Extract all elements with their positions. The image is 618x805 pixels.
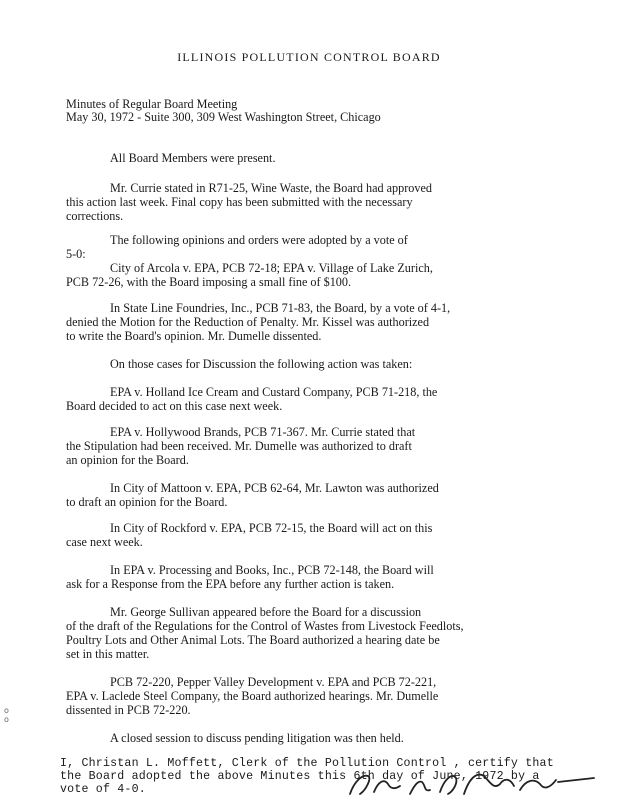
handwritten-signature-icon bbox=[344, 764, 604, 800]
para-hollywood-line-1: EPA v. Hollywood Brands, PCB 71-367. Mr. Currie stated that bbox=[110, 425, 416, 439]
para-r71-line-3: corrections. bbox=[66, 209, 124, 223]
margin-marks bbox=[4, 706, 9, 724]
para-processing-line-1: In EPA v. Processing and Books, Inc., PCB 72-148, the Board will bbox=[110, 563, 434, 577]
para-hollywood-line-2: the Stipulation had been received. Mr. Dumelle was authorized to draft bbox=[66, 439, 412, 453]
para-opinions-line-1: The following opinions and orders were adopted by a vote of bbox=[110, 233, 408, 247]
margin-mark: o bbox=[4, 715, 9, 724]
header-line-1: Minutes of Regular Board Meeting bbox=[66, 97, 238, 111]
para-stateline-line-1: In State Line Foundries, Inc., PCB 71-83, the Board, by a vote of 4-1, bbox=[110, 301, 451, 315]
para-rockford-line-1: In City of Rockford v. EPA, PCB 72-15, the Board will act on this bbox=[110, 521, 433, 535]
para-pepper-line-1: PCB 72-220, Pepper Valley Development v. EPA and PCB 72-221, bbox=[110, 675, 437, 689]
para-mattoon-line-2: to draft an opinion for the Board. bbox=[66, 495, 228, 509]
para-pepper-line-3: dissented in PCB 72-220. bbox=[66, 703, 191, 717]
para-present: All Board Members were present. bbox=[110, 151, 276, 165]
para-rockford-line-2: case next week. bbox=[66, 535, 143, 549]
para-r71-line-1: Mr. Currie stated in R71-25, Wine Waste, the Board had approved bbox=[110, 181, 432, 195]
margin-mark: o bbox=[4, 706, 9, 715]
para-sullivan-line-1: Mr. George Sullivan appeared before the Board for a discussion bbox=[110, 605, 422, 619]
certification-line-1: I, Christan L. Moffett, Clerk of the Pollution Control , certify that bbox=[60, 757, 554, 770]
para-closed-session: A closed session to discuss pending litigation was then held. bbox=[110, 731, 404, 745]
para-arcola-line-1: City of Arcola v. EPA, PCB 72-18; EPA v. Village of Lake Zurich, bbox=[110, 261, 433, 275]
certification-line-3: vote of 4-0. bbox=[60, 783, 146, 796]
header-line-2: May 30, 1972 - Suite 300, 309 West Washington Street, Chicago bbox=[66, 110, 381, 124]
document-title: ILLINOIS POLLUTION CONTROL BOARD bbox=[177, 50, 441, 64]
para-holland-line-1: EPA v. Holland Ice Cream and Custard Company, PCB 71-218, the bbox=[110, 385, 438, 399]
para-sullivan-line-3: Poultry Lots and Other Animal Lots. The Board authorized a hearing date be bbox=[66, 633, 440, 647]
para-opinions-line-2: 5-0: bbox=[66, 247, 86, 261]
para-hollywood-line-3: an opinion for the Board. bbox=[66, 453, 189, 467]
para-discussion: On those cases for Discussion the following action was taken: bbox=[110, 357, 413, 371]
para-stateline-line-3: to write the Board's opinion. Mr. Dumelle dissented. bbox=[66, 329, 322, 343]
certification-line-2: the Board adopted the above Minutes this 6th day of June, 1972 by a bbox=[60, 770, 540, 783]
para-arcola-line-2: PCB 72-26, with the Board imposing a small fine of $100. bbox=[66, 275, 352, 289]
para-mattoon-line-1: In City of Mattoon v. EPA, PCB 62-64, Mr. Lawton was authorized bbox=[110, 481, 439, 495]
para-pepper-line-2: EPA v. Laclede Steel Company, the Board authorized hearings. Mr. Dumelle bbox=[66, 689, 439, 703]
para-processing-line-2: ask for a Response from the EPA before any further action is taken. bbox=[66, 577, 395, 591]
para-sullivan-line-4: set in this matter. bbox=[66, 647, 150, 661]
para-holland-line-2: Board decided to act on this case next week. bbox=[66, 399, 283, 413]
para-stateline-line-2: denied the Motion for the Reduction of Penalty. Mr. Kissel was authorized bbox=[66, 315, 430, 329]
para-sullivan-line-2: of the draft of the Regulations for the Control of Wastes from Livestock Feedlots, bbox=[66, 619, 464, 633]
para-r71-line-2: this action last week. Final copy has been submitted with the necessary bbox=[66, 195, 413, 209]
